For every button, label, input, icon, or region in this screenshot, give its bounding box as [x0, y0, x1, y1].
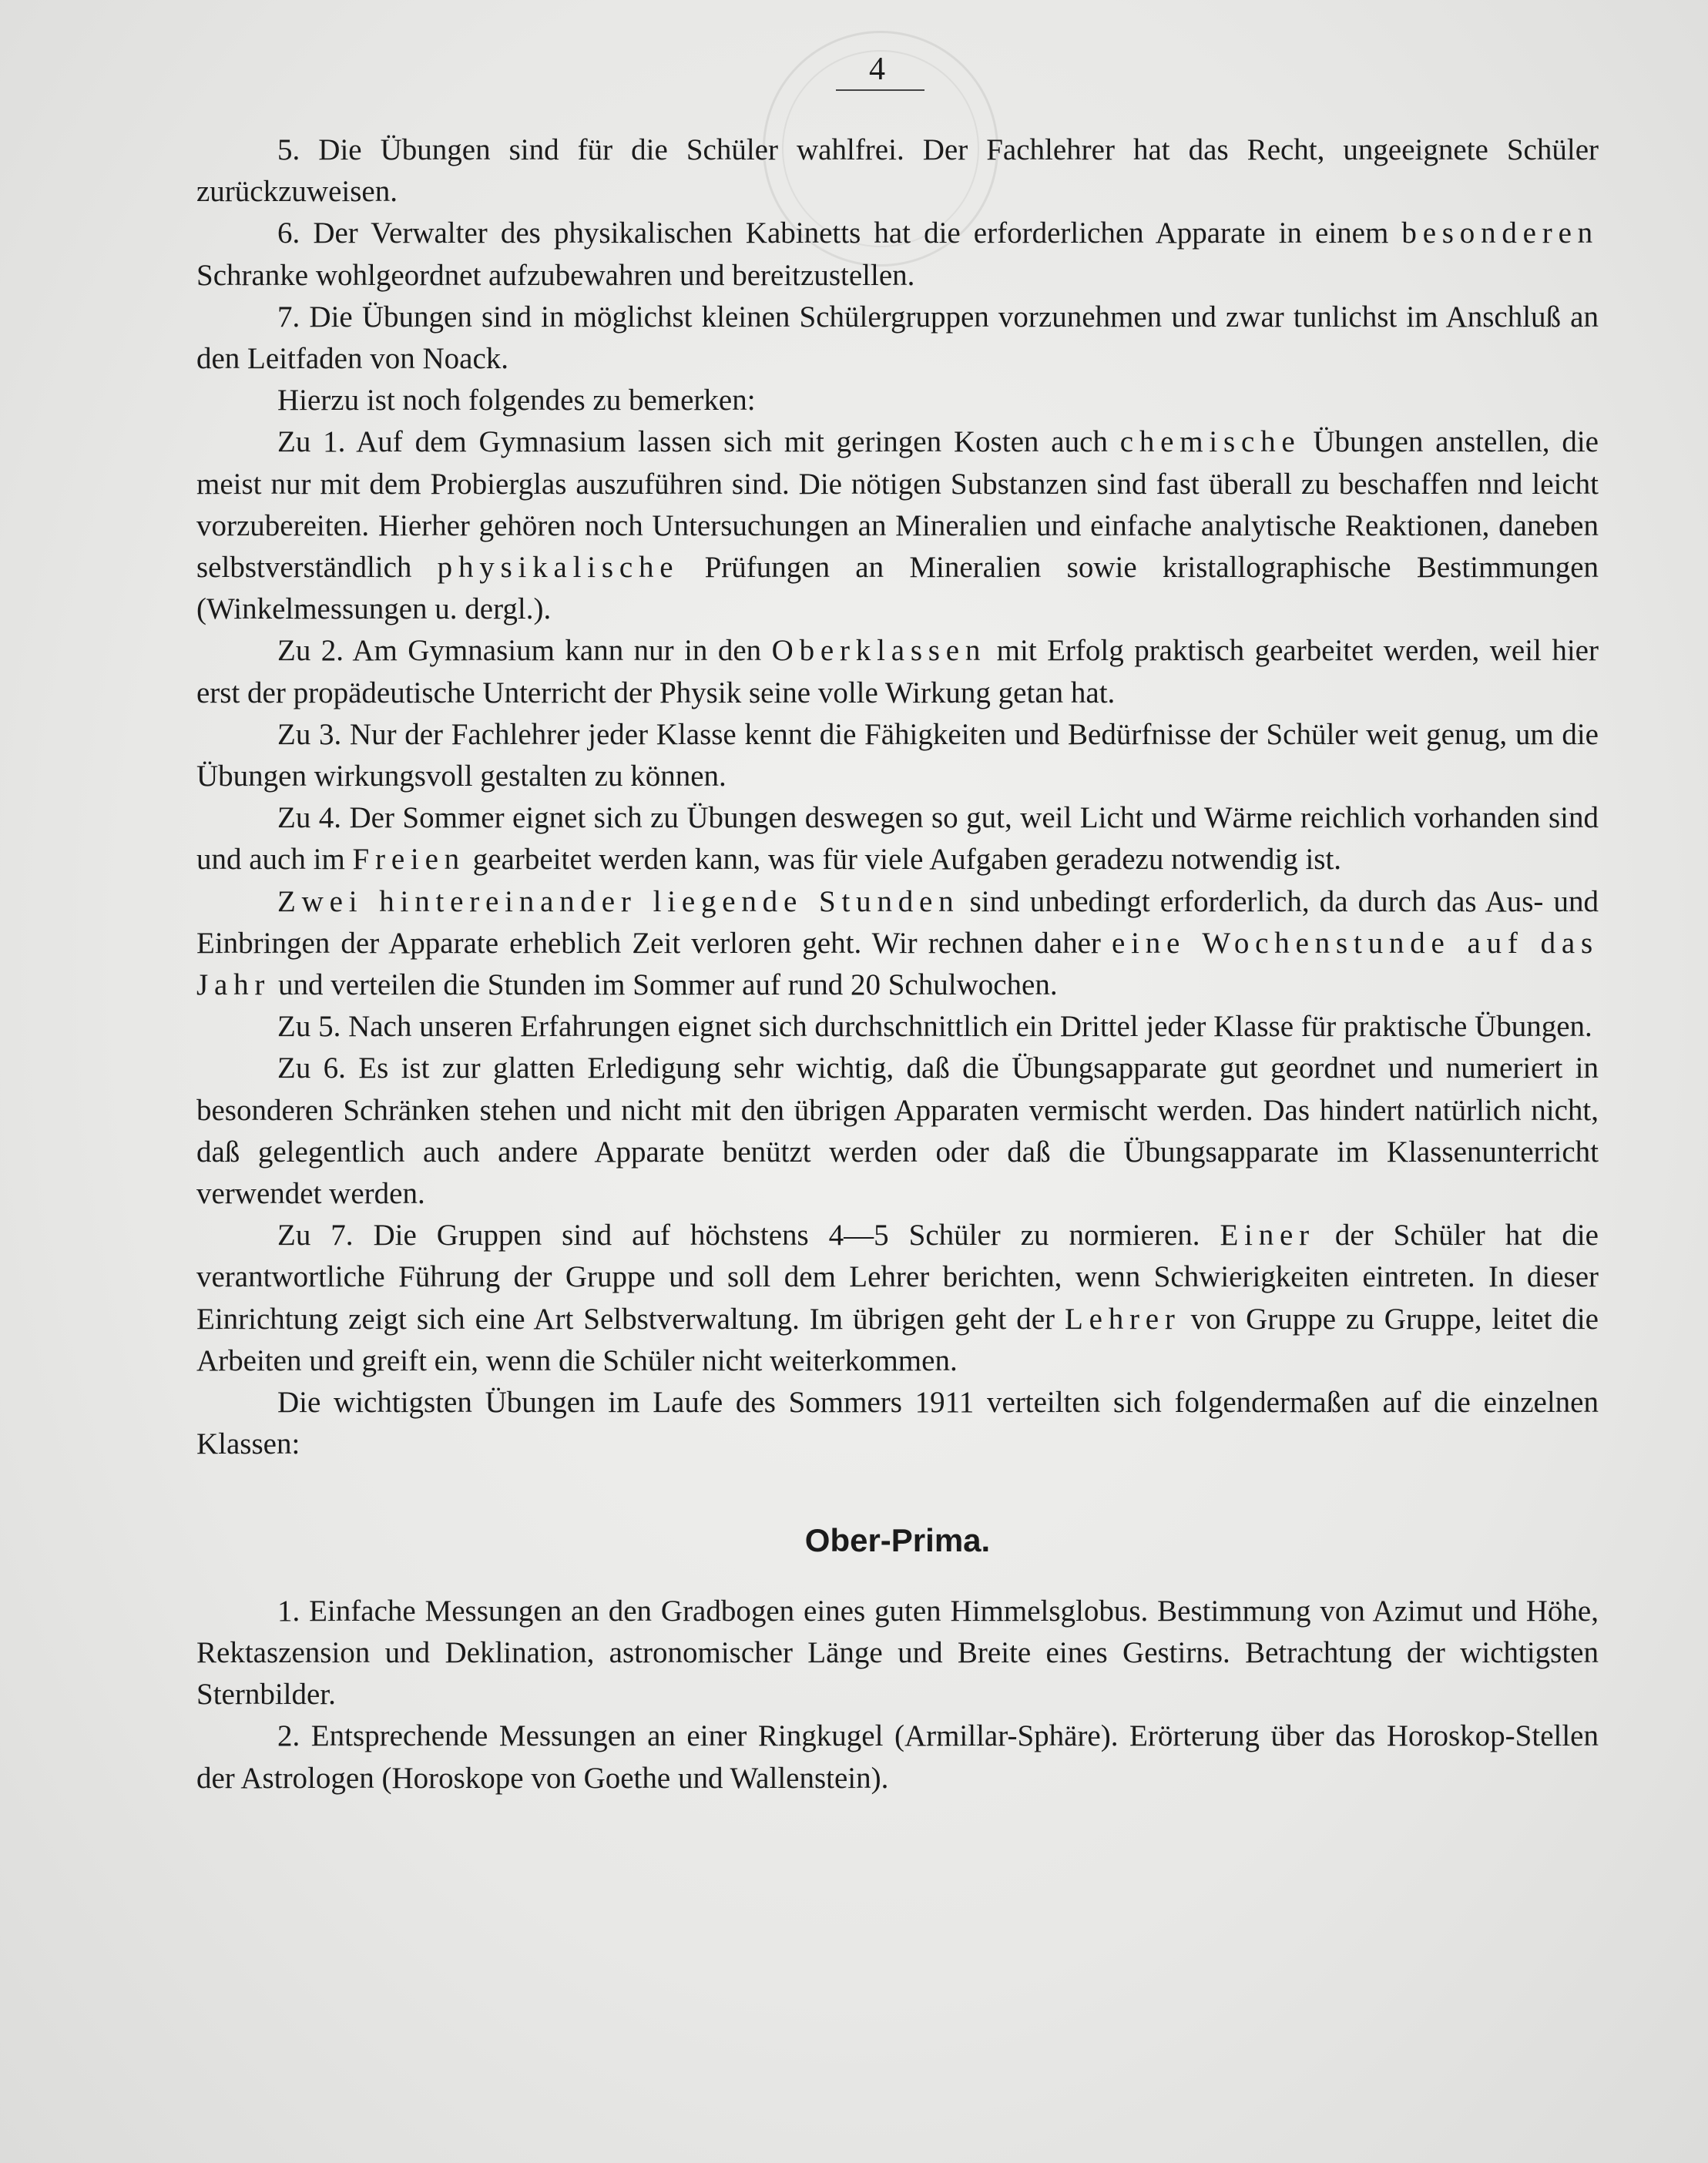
list-item-1: 1. Einfache Messungen an den Gradbogen eines guten Himmelsglobus. Bestimmung von Azimut und Höhe, Rektaszension und Deklination, astronomischer Länge und Breite eines Gestirns. Betrachtung der wichtigsten Sternbilder.: [196, 1594, 1599, 1712]
paragraph-7: 7. Die Übungen sind in möglichst kleinen Schülergruppen vorzunehmen und zwar tunlichst im Anschluß an den Leitfaden von Noack.: [196, 300, 1599, 376]
emphasis-wochenstunde: eine Wochenstunde auf das Jahr: [196, 926, 1599, 1002]
zu-7-text: Zu 7. Die Gruppen sind auf höchstens 4—5 Schüler zu normieren.: [277, 1219, 1220, 1253]
paragraph-zu-7: [196, 1215, 1599, 1382]
list-item-2: 2. Entsprechende Messungen an einer Ringkugel (Armillar-Sphäre). Erörterung über das Horoskop-Stellen der Astrologen (Horoskope von Goethe und Wallenstein).: [196, 1719, 1599, 1795]
zu-4-text: Zu 4. Der Sommer eignet sich zu Übungen deswegen so gut, weil Licht und Wärme reichlich vorhanden sind und auch im: [196, 801, 1599, 877]
zu-7-text-end: von Gruppe zu Gruppe, leitet die Arbeiten und greift ein, wenn die Schüler nicht weiterkommen.: [196, 1302, 1599, 1377]
zu-1-text: Zu 1. Auf dem Gymnasium lassen sich mit geringen Kosten auch: [277, 425, 1120, 459]
paragraph-hierzu: Hierzu ist noch folgendes zu bemerken:: [277, 384, 756, 418]
emphasis-zwei-stunden: Zwei hintereinander liegende Stunden: [277, 884, 960, 918]
paragraph-wichtigsten: Die wichtigsten Übungen im Laufe des Sommers 1911 verteilten sich folgendermaßen auf die einzelnen Klassen:: [196, 1386, 1599, 1461]
section-heading: Ober-Prima.: [804, 1521, 991, 1558]
paragraph-6: [196, 213, 1599, 296]
paragraph-zu-5: Zu 5. Nach unseren Erfahrungen eignet sich durchschnittlich ein Drittel jeder Klasse für praktische Übungen.: [277, 1010, 1592, 1044]
zu-1-text-end: Prüfungen an Mineralien sowie kristallographische Bestimmungen (Winkelmessungen u. dergl.).: [196, 551, 1599, 626]
zu-2-text-end: mit Erfolg praktisch gearbeitet werden, weil hier erst der propädeutische Unterricht der Physik seine volle Wirkung getan hat.: [196, 634, 1599, 709]
emphasis-physikalische: physikalische: [437, 551, 680, 585]
paragraph-zu-1: [196, 421, 1599, 630]
zu-7-text-mid: der Schüler hat die verantwortliche Führung der Gruppe und soll dem Lehrer berichten, wenn Schwierigkeiten eintreten. In dieser Einrichtung zeigt sich eine Art Selbstverwaltung. Im übrigen geht der: [196, 1219, 1599, 1336]
paragraph-zu-6: Zu 6. Es ist zur glatten Erledigung sehr wichtig, daß die Übungsapparate gut geordnet und numeriert in besonderen Schränken stehen und nicht mit den übrigen Apparaten vermischt werden. Das hindert natürlich nicht, daß gelegentlich auch andere Apparate benützt werden oder daß die Übungsapparate im Klassenunterricht verwendet werden.: [196, 1051, 1599, 1211]
paragraph-zu-4: [196, 797, 1599, 880]
paragraph-6-text: 6. Der Verwalter des physikalischen Kabinetts hat die erforderlichen Apparate in einem: [277, 216, 1402, 250]
zu-4-text-end: gearbeitet werden kann, was für viele Aufgaben geradezu notwendig ist.: [465, 843, 1342, 877]
emphasis-chemische: chemische: [1119, 425, 1301, 459]
emphasis-einer: Einer: [1220, 1219, 1315, 1253]
zwei-stunden-text-end: und verteilen die Stunden im Sommer auf rund 20 Schulwochen.: [270, 968, 1058, 1002]
body-text: [196, 129, 1599, 1799]
paragraph-6-text-end: Schranke wohlgeordnet aufzubewahren und bereitzustellen.: [196, 258, 915, 292]
page-number: 4: [869, 52, 885, 87]
page-number-rule: [836, 89, 924, 91]
paragraph-zu-2: [196, 630, 1599, 713]
zwei-stunden-text: sind unbedingt erforderlich, da durch das Aus- und Einbringen der Apparate erheblich Zeit verloren geht. Wir rechnen daher: [196, 884, 1599, 960]
paragraph-zwei-stunden: [196, 881, 1599, 1007]
emphasis-freien: Freien: [352, 843, 465, 877]
paragraph-zu-3: Zu 3. Nur der Fachlehrer jeder Klasse kennt die Fähigkeiten und Bedürfnisse der Schüler weit genug, um die Übungen wirkungsvoll gestalten zu können.: [196, 717, 1599, 793]
zu-1-text-mid: Übungen anstellen, die meist nur mit dem Probierglas auszuführen sind. Die nötigen Substanzen sind fast überall zu beschaffen nnd leicht vorzubereiten. Hierher gehören noch Untersuchungen an Mineralien und einfache analytische Reaktionen, daneben selbstverständlich: [196, 425, 1599, 585]
emphasis-besonderen: besonderen: [1401, 216, 1599, 250]
emphasis-oberklassen: Oberklassen: [771, 634, 987, 668]
paragraph-5: 5. Die Übungen sind für die Schüler wahlfrei. Der Fachlehrer hat das Recht, ungeeignete Schüler zurückzuweisen.: [196, 133, 1599, 209]
emphasis-lehrer: Lehrer: [1064, 1302, 1181, 1336]
zu-2-text: Zu 2. Am Gymnasium kann nur in den: [277, 634, 772, 668]
